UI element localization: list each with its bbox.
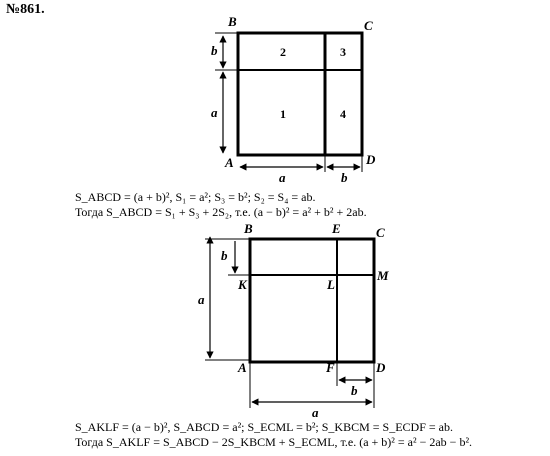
vertex-d: D <box>376 360 386 375</box>
dim-b-bottom-label: b <box>351 383 358 398</box>
dim-a-bottom-label: a <box>279 170 286 185</box>
region-2: 2 <box>280 45 286 59</box>
square-abcd <box>250 239 374 362</box>
figure-2 <box>198 221 389 420</box>
vertex-b: B <box>244 221 253 236</box>
figure-1 <box>211 14 376 185</box>
region-4: 4 <box>340 107 346 121</box>
vertex-m: M <box>377 268 389 283</box>
vertex-k: K <box>238 277 247 292</box>
vertex-l: L <box>327 277 335 292</box>
vertex-f: F <box>326 360 335 375</box>
formula-line-2: Тогда S_ABCD = S₁ + S₃ + 2S₂, т.е. (a − b)² = a² + b² + 2ab. <box>75 205 367 219</box>
region-3: 3 <box>340 45 346 59</box>
dim-a-bottom-label: a <box>312 405 319 420</box>
dim-b-bottom-label: b <box>341 170 348 185</box>
vertex-a: A <box>225 155 234 170</box>
vertex-c: C <box>364 18 373 33</box>
vertex-a: A <box>238 360 247 375</box>
formula-line-3: S_AKLF = (a − b)², S_ABCD = a²; S_ECML = b²; S_KBCM = S_ECDF = ab. <box>75 420 453 434</box>
region-1: 1 <box>280 107 286 121</box>
problem-number: №861. <box>6 2 45 17</box>
dim-a-left-label: a <box>211 105 218 120</box>
dim-b-left-label: b <box>211 43 218 58</box>
vertex-d: D <box>366 152 376 167</box>
vertex-b: B <box>228 14 237 29</box>
vertex-e: E <box>332 221 341 236</box>
formula-line-4: Тогда S_AKLF = S_ABCD − 2S_KBCM + S_ECML, т.е. (a + b)² = a² − 2ab − b². <box>75 435 473 449</box>
formula-line-1: S_ABCD = (a + b)², S₁ = a²; S₃ = b²; S₂ = S₄ = ab. <box>75 190 316 204</box>
dim-a-left-label: a <box>198 292 205 307</box>
vertex-c: C <box>376 225 385 240</box>
dim-b-left-label: b <box>221 248 228 263</box>
